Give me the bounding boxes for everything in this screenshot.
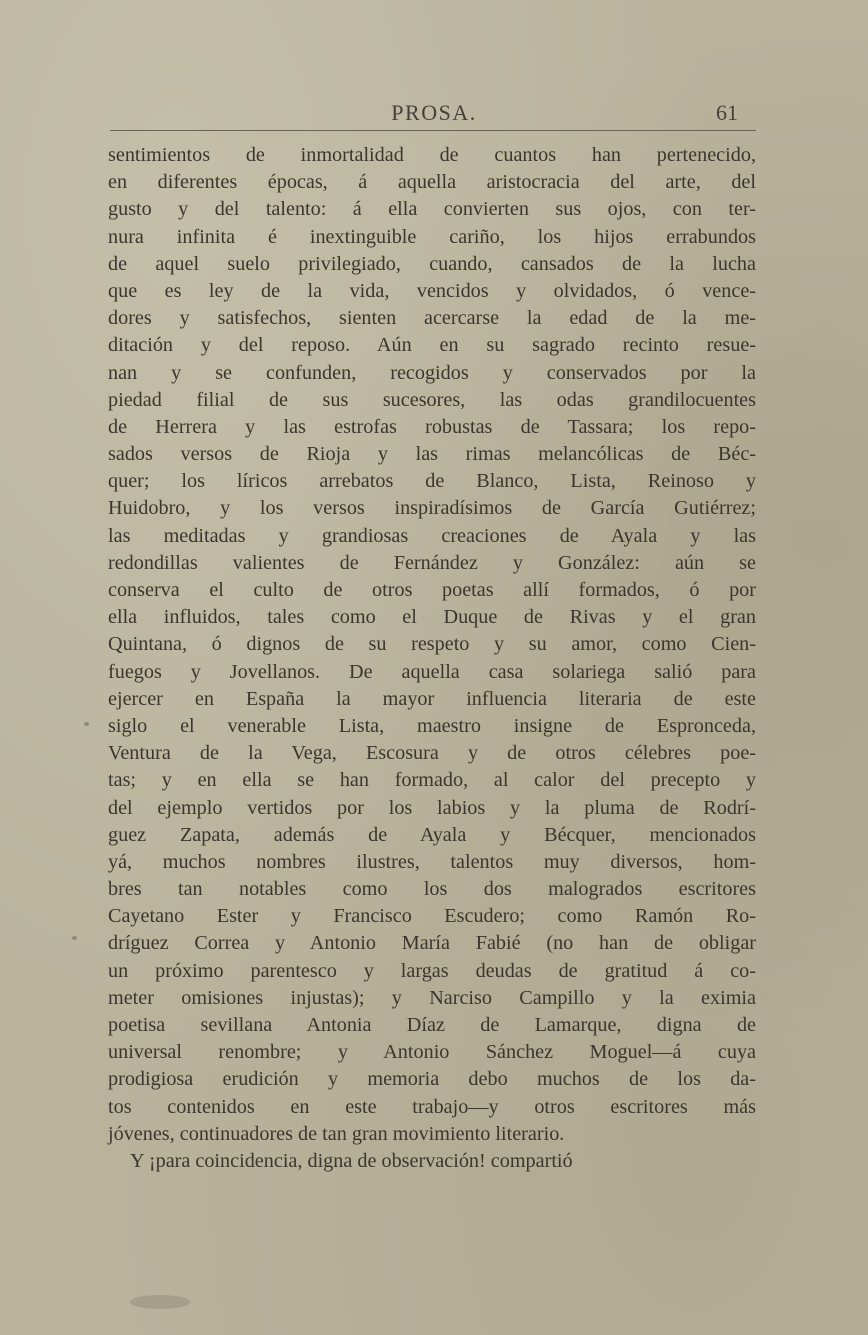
text-line: Y ¡para coincidencia, digna de observación! compartió xyxy=(130,1149,573,1172)
paper-speck xyxy=(72,936,77,940)
text-line: conserva el culto de otros poetas allí formados, ó por xyxy=(108,579,756,601)
text-line: redondillas valientes de Fernández y González: aún se xyxy=(108,551,756,574)
running-title: PROSA. xyxy=(391,100,477,125)
text-line: ejercer en España la mayor influencia literaria de este xyxy=(108,687,756,710)
text-line: Ventura de la Vega, Escosura y de otros célebres poe- xyxy=(108,742,756,765)
text-line: Quintana, ó dignos de su respeto y su amor, como Cien- xyxy=(108,633,756,656)
text-line: universal renombre; y Antonio Sánchez Moguel—á cuya xyxy=(108,1041,756,1064)
text-line: piedad filial de sus sucesores, las odas grandilocuentes xyxy=(108,388,756,411)
text-line: guez Zapata, además de Ayala y Bécquer, mencionados xyxy=(108,823,756,846)
text-line: fuegos y Jovellanos. De aquella casa solariega salió para xyxy=(108,660,756,683)
text-line: quer; los líricos arrebatos de Blanco, Lista, Reinoso y xyxy=(108,470,756,493)
text-line: jóvenes, continuadores de tan gran movimiento literario. xyxy=(108,1122,565,1145)
text-line: tos contenidos en este trabajo—y otros escritores más xyxy=(108,1095,756,1118)
text-line: yá, muchos nombres ilustres, talentos muy diversos, hom- xyxy=(108,850,756,873)
text-line: gusto y del talento: á ella convierten sus ojos, con ter- xyxy=(108,198,756,221)
text-line: de aquel suelo privilegiado, cuando, cansados de la lucha xyxy=(108,252,756,275)
page-number: 61 xyxy=(716,100,738,125)
paper-speck xyxy=(84,722,89,726)
running-head xyxy=(108,100,760,130)
text-line: en diferentes épocas, á aquella aristocracia del arte, del xyxy=(108,171,756,194)
text-line: las meditadas y grandiosas creaciones de Ayala y las xyxy=(108,524,756,547)
text-line: de Herrera y las estrofas robustas de Tassara; los repo- xyxy=(108,415,756,438)
text-line: tas; y en ella se han formado, al calor del precepto y xyxy=(108,769,756,792)
text-line: meter omisiones injustas); y Narciso Campillo y la eximia xyxy=(108,986,756,1009)
text-line: Huidobro, y los versos inspiradísimos de García Gutiérrez; xyxy=(108,497,756,520)
text-line: siglo el venerable Lista, maestro insigne de Espronceda, xyxy=(108,714,756,737)
text-line: dríguez Correa y Antonio María Fabié (no han de obligar xyxy=(108,932,756,955)
text-line: que es ley de la vida, vencidos y olvidados, ó vence- xyxy=(108,279,756,302)
text-line: Cayetano Ester y Francisco Escudero; como Ramón Ro- xyxy=(108,905,756,928)
text-line: poetisa sevillana Antonia Díaz de Lamarque, digna de xyxy=(108,1014,756,1036)
text-line: ditación y del reposo. Aún en su sagrado recinto resue- xyxy=(108,334,756,357)
text-line: un próximo parentesco y largas deudas de gratitud á co- xyxy=(108,959,756,982)
header-rule xyxy=(110,130,756,131)
text-line: prodigiosa erudición y memoria debo muchos de los da- xyxy=(108,1068,756,1091)
text-line: bres tan notables como los dos malogrados escritores xyxy=(108,878,756,901)
text-line: nura infinita é inextinguible cariño, los hijos errabundos xyxy=(108,225,756,248)
text-line: sentimientos de inmortalidad de cuantos han pertenecido, xyxy=(108,144,756,166)
text-line: nan y se confunden, recogidos y conservados por la xyxy=(108,361,756,384)
text-line: ella influidos, tales como el Duque de Rivas y el gran xyxy=(108,606,756,629)
body-text xyxy=(108,142,756,1175)
paper-smudge xyxy=(130,1295,190,1309)
text-line: del ejemplo vertidos por los labios y la pluma de Rodrí- xyxy=(108,796,756,819)
text-line: sados versos de Rioja y las rimas melancólicas de Béc- xyxy=(108,443,756,466)
text-line: dores y satisfechos, sienten acercarse la edad de la me- xyxy=(108,307,756,330)
